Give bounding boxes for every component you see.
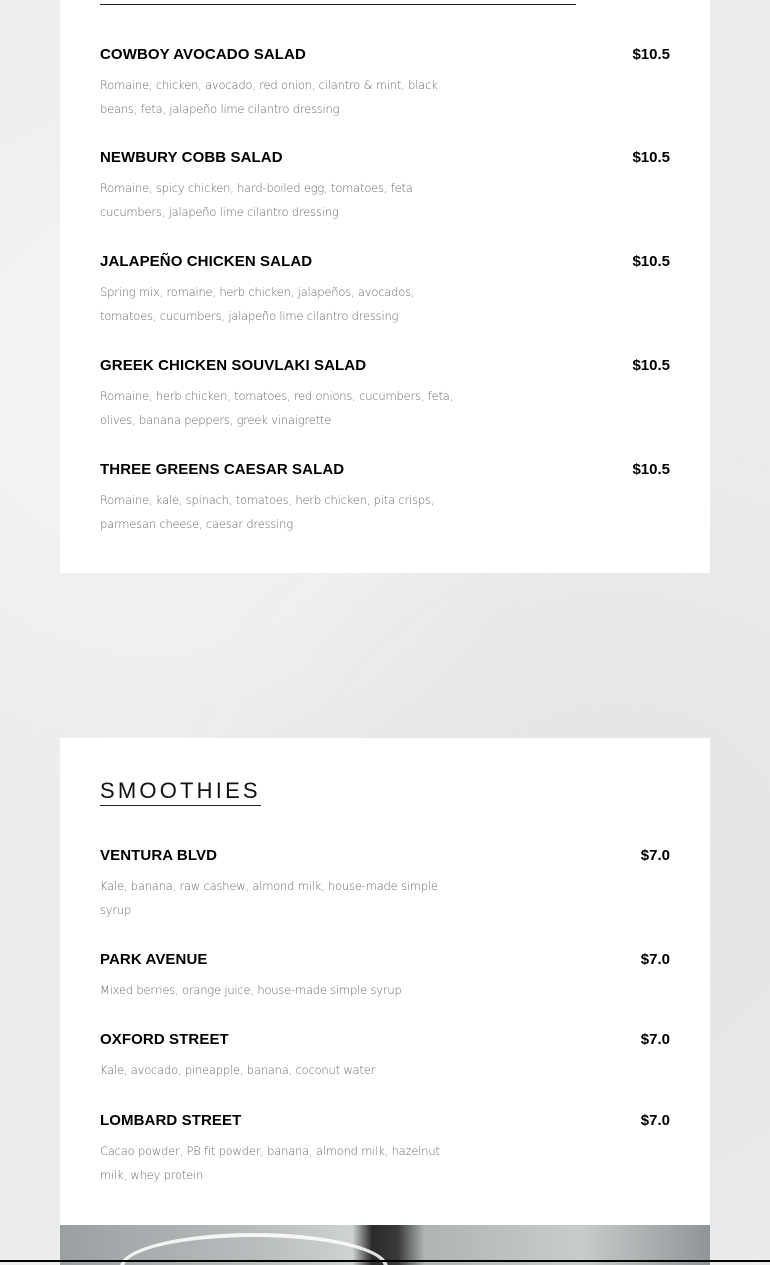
smoothie-photo — [60, 1225, 710, 1265]
menu-item-description: Spring mix, romaine, herb chicken, jalapeños, avocados, tomatoes, cucumbers, jalapeño lime cilantro dressing — [100, 285, 415, 323]
menu-item-name: VENTURA BLVD — [100, 847, 218, 864]
smoothies-menu-card — [60, 738, 710, 1226]
menu-item-name: LOMBARD STREET — [100, 1112, 242, 1129]
menu-item-price: $10.5 — [632, 357, 670, 374]
menu-item-price: $10.5 — [632, 253, 670, 270]
menu-item-name: GREEK CHICKEN SOUVLAKI SALAD — [100, 357, 367, 374]
salads-menu-card — [60, 0, 710, 573]
menu-item-name: OXFORD STREET — [100, 1031, 229, 1048]
menu-item-name: PARK AVENUE — [100, 951, 208, 968]
menu-item-name: COWBOY AVOCADO SALAD — [100, 46, 306, 63]
menu-item-description: Romaine, chicken, avocado, red onion, cilantro & mint, black beans, feta, jalapeño lime cilantro dressing — [100, 78, 438, 116]
menu-item-price: $7.0 — [640, 1031, 670, 1048]
menu-item-description: Kale, banana, raw cashew, almond milk, house-made simple syrup — [100, 879, 438, 917]
menu-item-price: $7.0 — [640, 847, 670, 864]
menu-item-description: Romaine, herb chicken, tomatoes, red onions, cucumbers, feta, olives, banana peppers, greek vinaigrette — [100, 389, 454, 427]
menu-item-description: Mixed berries, orange juice, house-made simple syrup — [100, 983, 402, 997]
menu-item-price: $7.0 — [640, 1112, 670, 1129]
section-divider — [100, 4, 576, 5]
menu-item-price: $10.5 — [632, 461, 670, 478]
menu-item-description: Kale, avocado, pineapple, banana, coconut water — [100, 1063, 376, 1077]
menu-item-name: JALAPEÑO CHICKEN SALAD — [100, 253, 313, 270]
section-title: SMOOTHIES — [100, 778, 261, 806]
menu-item-price: $7.0 — [640, 951, 670, 968]
menu-item-price: $10.5 — [632, 149, 670, 166]
menu-item-description: Romaine, spicy chicken, hard-boiled egg, tomatoes, feta cucumbers, jalapeño lime cilantro dressing — [100, 181, 413, 219]
menu-item-name: NEWBURY COBB SALAD — [100, 149, 283, 166]
menu-item-name: THREE GREENS CAESAR SALAD — [100, 461, 345, 478]
menu-item-description: Cacao powder, PB fit powder, banana, almond milk, hazelnut milk, whey protein — [100, 1144, 440, 1182]
menu-item-price: $10.5 — [632, 46, 670, 63]
menu-item-description: Romaine, kale, spinach, tomatoes, herb chicken, pita crisps, parmesan cheese, caesar dressing — [100, 493, 435, 531]
